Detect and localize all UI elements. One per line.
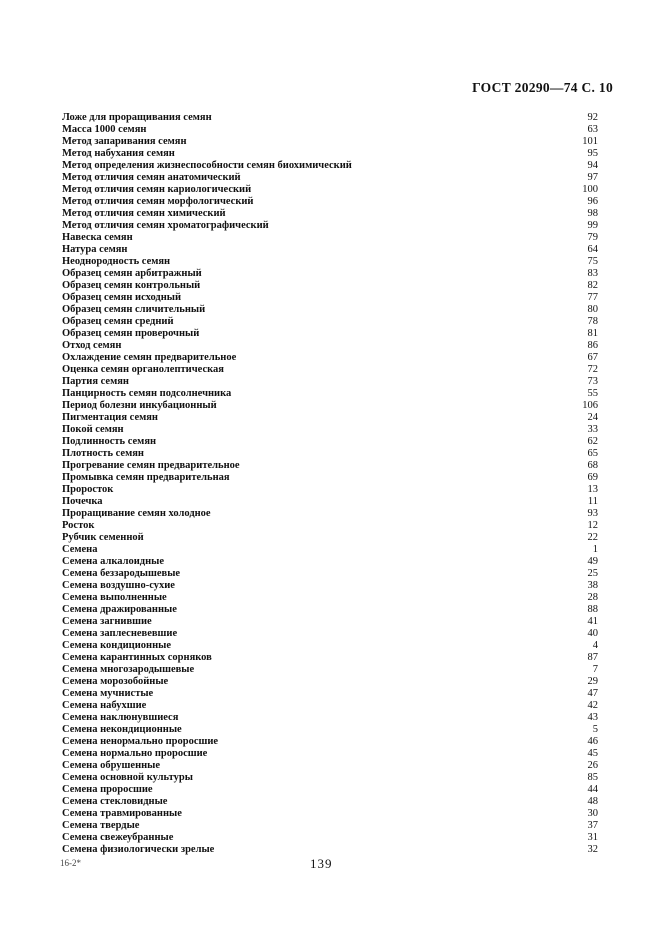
- index-term: Проросток: [62, 484, 114, 495]
- index-page-ref: 45: [587, 748, 598, 759]
- index-term: Семена физиологически зрелые: [62, 844, 215, 855]
- index-term: Оценка семян органолептическая: [62, 364, 224, 375]
- index-page-ref: 86: [587, 340, 598, 351]
- index-entry: [62, 280, 598, 292]
- index-entry: [62, 376, 598, 388]
- index-term: Неоднородность семян: [62, 256, 171, 267]
- index-page-ref: 101: [582, 136, 598, 147]
- index-page-ref: 79: [587, 232, 598, 243]
- index-term: Промывка семян предварительная: [62, 472, 230, 483]
- index-page-ref: 41: [587, 616, 598, 627]
- index-term: Натура семян: [62, 244, 128, 255]
- index-term: Семена некондиционные: [62, 724, 182, 735]
- index-entry: [62, 688, 598, 700]
- index-page-ref: 68: [587, 460, 598, 471]
- index-term: Семена заплесневевшие: [62, 628, 178, 639]
- index-page-ref: 5: [592, 724, 598, 735]
- index-entry: [62, 304, 598, 316]
- index-entry: [62, 772, 598, 784]
- index-term: Семена твердые: [62, 820, 140, 831]
- index-term: Семена выполненные: [62, 592, 167, 603]
- index-entry: [62, 208, 598, 220]
- index-page-ref: 97: [587, 172, 598, 183]
- index-term: Плотность семян: [62, 448, 144, 459]
- index-term: Образец семян средний: [62, 316, 174, 327]
- index-page-ref: 63: [587, 124, 598, 135]
- index-entry: [62, 448, 598, 460]
- index-entry: [62, 412, 598, 424]
- index-entry: [62, 328, 598, 340]
- index-page-ref: 42: [587, 700, 598, 711]
- index-term: Панцирность семян подсолнечника: [62, 388, 232, 399]
- index-entry: [62, 244, 598, 256]
- index-term: Образец семян контрольный: [62, 280, 201, 291]
- index-entry: [62, 760, 598, 772]
- index-term: Семена воздушно-сухие: [62, 580, 175, 591]
- index-entry: [62, 580, 598, 592]
- index-page-ref: 55: [587, 388, 598, 399]
- index-term: Покой семян: [62, 424, 124, 435]
- index-term: Навеска семян: [62, 232, 133, 243]
- index-page-ref: 32: [587, 844, 598, 855]
- index-entry: [62, 532, 598, 544]
- index-term: Семена карантинных сорняков: [62, 652, 212, 663]
- index-term: Семена многозародышевые: [62, 664, 195, 675]
- index-entry: [62, 148, 598, 160]
- index-entry: [62, 112, 598, 124]
- index-term: Пигментация семян: [62, 412, 158, 423]
- index-term: Метод запаривания семян: [62, 136, 187, 147]
- index-entry: [62, 628, 598, 640]
- index-entry: [62, 520, 598, 532]
- index-entry: [62, 712, 598, 724]
- index-term: Образец семян арбитражный: [62, 268, 202, 279]
- index-page-ref: 22: [587, 532, 598, 543]
- index-entry: [62, 472, 598, 484]
- index-entry: [62, 748, 598, 760]
- index-entry: [62, 796, 598, 808]
- index-entry: [62, 400, 598, 412]
- index-page-ref: 72: [587, 364, 598, 375]
- index-entry: [62, 124, 598, 136]
- index-entry: [62, 232, 598, 244]
- index-term: Семена стекловидные: [62, 796, 168, 807]
- index-page-ref: 67: [587, 352, 598, 363]
- index-page-ref: 78: [587, 316, 598, 327]
- document-header: ГОСТ 20290—74 С. 10: [472, 80, 613, 95]
- index-entry: [62, 724, 598, 736]
- index-page-ref: 87: [587, 652, 598, 663]
- index-page-ref: 73: [587, 376, 598, 387]
- index-term: Семена дражированные: [62, 604, 177, 615]
- index-page-ref: 94: [587, 160, 598, 171]
- index-entry: [62, 496, 598, 508]
- index-term: Метод отличия семян морфологический: [62, 196, 254, 207]
- index-term: Семена ненормально проросшие: [62, 736, 219, 747]
- index-entry: [62, 484, 598, 496]
- index-entry: [62, 640, 598, 652]
- index-term: Почечка: [62, 496, 103, 507]
- index-entry: [62, 184, 598, 196]
- index-page-ref: 25: [587, 568, 598, 579]
- index-page-ref: 96: [587, 196, 598, 207]
- index-page-ref: 33: [587, 424, 598, 435]
- index-page-ref: 95: [587, 148, 598, 159]
- index-entry: [62, 676, 598, 688]
- index-page-ref: 88: [587, 604, 598, 615]
- index-term: Семена свежеубранные: [62, 832, 174, 843]
- index-entry: [62, 604, 598, 616]
- index-term: Отход семян: [62, 340, 122, 351]
- index-entry: [62, 352, 598, 364]
- index-entry: [62, 160, 598, 172]
- index-term: Образец семян проверочный: [62, 328, 200, 339]
- index-entry: [62, 616, 598, 628]
- index-entry: [62, 832, 598, 844]
- index-term: Семена беззародышевые: [62, 568, 181, 579]
- index-page-ref: 75: [587, 256, 598, 267]
- index-page-ref: 7: [592, 664, 598, 675]
- index-page-ref: 80: [587, 304, 598, 315]
- index-page-ref: 98: [587, 208, 598, 219]
- index-term: Партия семян: [62, 376, 129, 387]
- index-entry: [62, 664, 598, 676]
- index-entry: [62, 424, 598, 436]
- index-term: Семена загнившие: [62, 616, 152, 627]
- index-term: Семена основной культуры: [62, 772, 193, 783]
- index-page-ref: 100: [582, 184, 598, 195]
- index-entry: [62, 316, 598, 328]
- index-term: Период болезни инкубационный: [62, 400, 217, 411]
- index-page-ref: 48: [587, 796, 598, 807]
- index-page-ref: 46: [587, 736, 598, 747]
- index-term: Семена травмированные: [62, 808, 182, 819]
- index-term: Проращивание семян холодное: [62, 508, 211, 519]
- index-term: Семена кондиционные: [62, 640, 171, 651]
- index-term: Рубчик семенной: [62, 532, 144, 543]
- index-term: Прогревание семян предварительное: [62, 460, 240, 471]
- index-term: Метод определения жизнеспособности семян биохимический: [62, 160, 352, 171]
- index-page-ref: 4: [592, 640, 598, 651]
- index-term: Семена обрушенные: [62, 760, 161, 771]
- index-page-ref: 93: [587, 508, 598, 519]
- index-page-ref: 43: [587, 712, 598, 723]
- index-page-ref: 47: [587, 688, 598, 699]
- index-entry: [62, 220, 598, 232]
- index-term: Метод отличия семян кариологический: [62, 184, 252, 195]
- index-term: Метод набухания семян: [62, 148, 175, 159]
- index-term: Метод отличия семян хроматографический: [62, 220, 269, 231]
- index-page-ref: 44: [587, 784, 598, 795]
- index-page-ref: 13: [587, 484, 598, 495]
- index-entry: [62, 388, 598, 400]
- index-page-ref: 92: [587, 112, 598, 123]
- index-entry: [62, 784, 598, 796]
- index-term: Образец семян исходный: [62, 292, 181, 303]
- index-page-ref: 38: [587, 580, 598, 591]
- index-entry: [62, 844, 598, 856]
- index-entry: [62, 568, 598, 580]
- index-page-ref: 28: [587, 592, 598, 603]
- page-number: 139: [310, 856, 333, 871]
- index-entry: [62, 292, 598, 304]
- index-entry: [62, 544, 598, 556]
- index-page-ref: 77: [587, 292, 598, 303]
- index-page-ref: 62: [587, 436, 598, 447]
- index-entry: [62, 460, 598, 472]
- index-page-ref: 82: [587, 280, 598, 291]
- index-term: Семена: [62, 544, 98, 555]
- index-page-ref: 12: [587, 520, 598, 531]
- index-entry: [62, 196, 598, 208]
- index-term: Семена алкалоидные: [62, 556, 164, 567]
- index-page-ref: 31: [587, 832, 598, 843]
- term-index-list: [62, 112, 598, 856]
- index-page-ref: 40: [587, 628, 598, 639]
- index-entry: [62, 736, 598, 748]
- index-entry: [62, 652, 598, 664]
- index-page-ref: 11: [587, 496, 598, 507]
- index-entry: [62, 808, 598, 820]
- index-entry: [62, 592, 598, 604]
- index-page-ref: 81: [587, 328, 598, 339]
- index-entry: [62, 556, 598, 568]
- index-page-ref: 65: [587, 448, 598, 459]
- index-term: Семена наклюнувшиеся: [62, 712, 179, 723]
- index-term: Охлаждение семян предварительное: [62, 352, 237, 363]
- index-page-ref: 106: [582, 400, 598, 411]
- index-term: Семена мучнистые: [62, 688, 154, 699]
- index-term: Семена нормально проросшие: [62, 748, 208, 759]
- index-page-ref: 49: [587, 556, 598, 567]
- index-page-ref: 1: [592, 544, 598, 555]
- index-term: Семена набухшие: [62, 700, 147, 711]
- index-entry: [62, 268, 598, 280]
- index-entry: [62, 136, 598, 148]
- index-term: Семена морозобойные: [62, 676, 169, 687]
- index-term: Ложе для проращивания семян: [62, 112, 212, 123]
- index-page-ref: 37: [587, 820, 598, 831]
- index-page-ref: 24: [587, 412, 598, 423]
- index-term: Росток: [62, 520, 95, 531]
- index-entry: [62, 820, 598, 832]
- index-entry: [62, 364, 598, 376]
- index-term: Метод отличия семян анатомический: [62, 172, 241, 183]
- index-entry: [62, 256, 598, 268]
- index-page-ref: 99: [587, 220, 598, 231]
- index-term: Подлинность семян: [62, 436, 157, 447]
- index-entry: [62, 172, 598, 184]
- index-page-ref: 64: [587, 244, 598, 255]
- index-term: Метод отличия семян химический: [62, 208, 226, 219]
- index-term: Образец семян сличительный: [62, 304, 206, 315]
- index-term: Семена проросшие: [62, 784, 153, 795]
- index-page-ref: 26: [587, 760, 598, 771]
- index-page-ref: 30: [587, 808, 598, 819]
- print-signature: 16-2*: [60, 858, 81, 868]
- index-entry: [62, 508, 598, 520]
- index-page-ref: 83: [587, 268, 598, 279]
- index-entry: [62, 700, 598, 712]
- index-term: Масса 1000 семян: [62, 124, 147, 135]
- index-entry: [62, 340, 598, 352]
- index-page-ref: 85: [587, 772, 598, 783]
- index-page-ref: 29: [587, 676, 598, 687]
- index-page-ref: 69: [587, 472, 598, 483]
- index-entry: [62, 436, 598, 448]
